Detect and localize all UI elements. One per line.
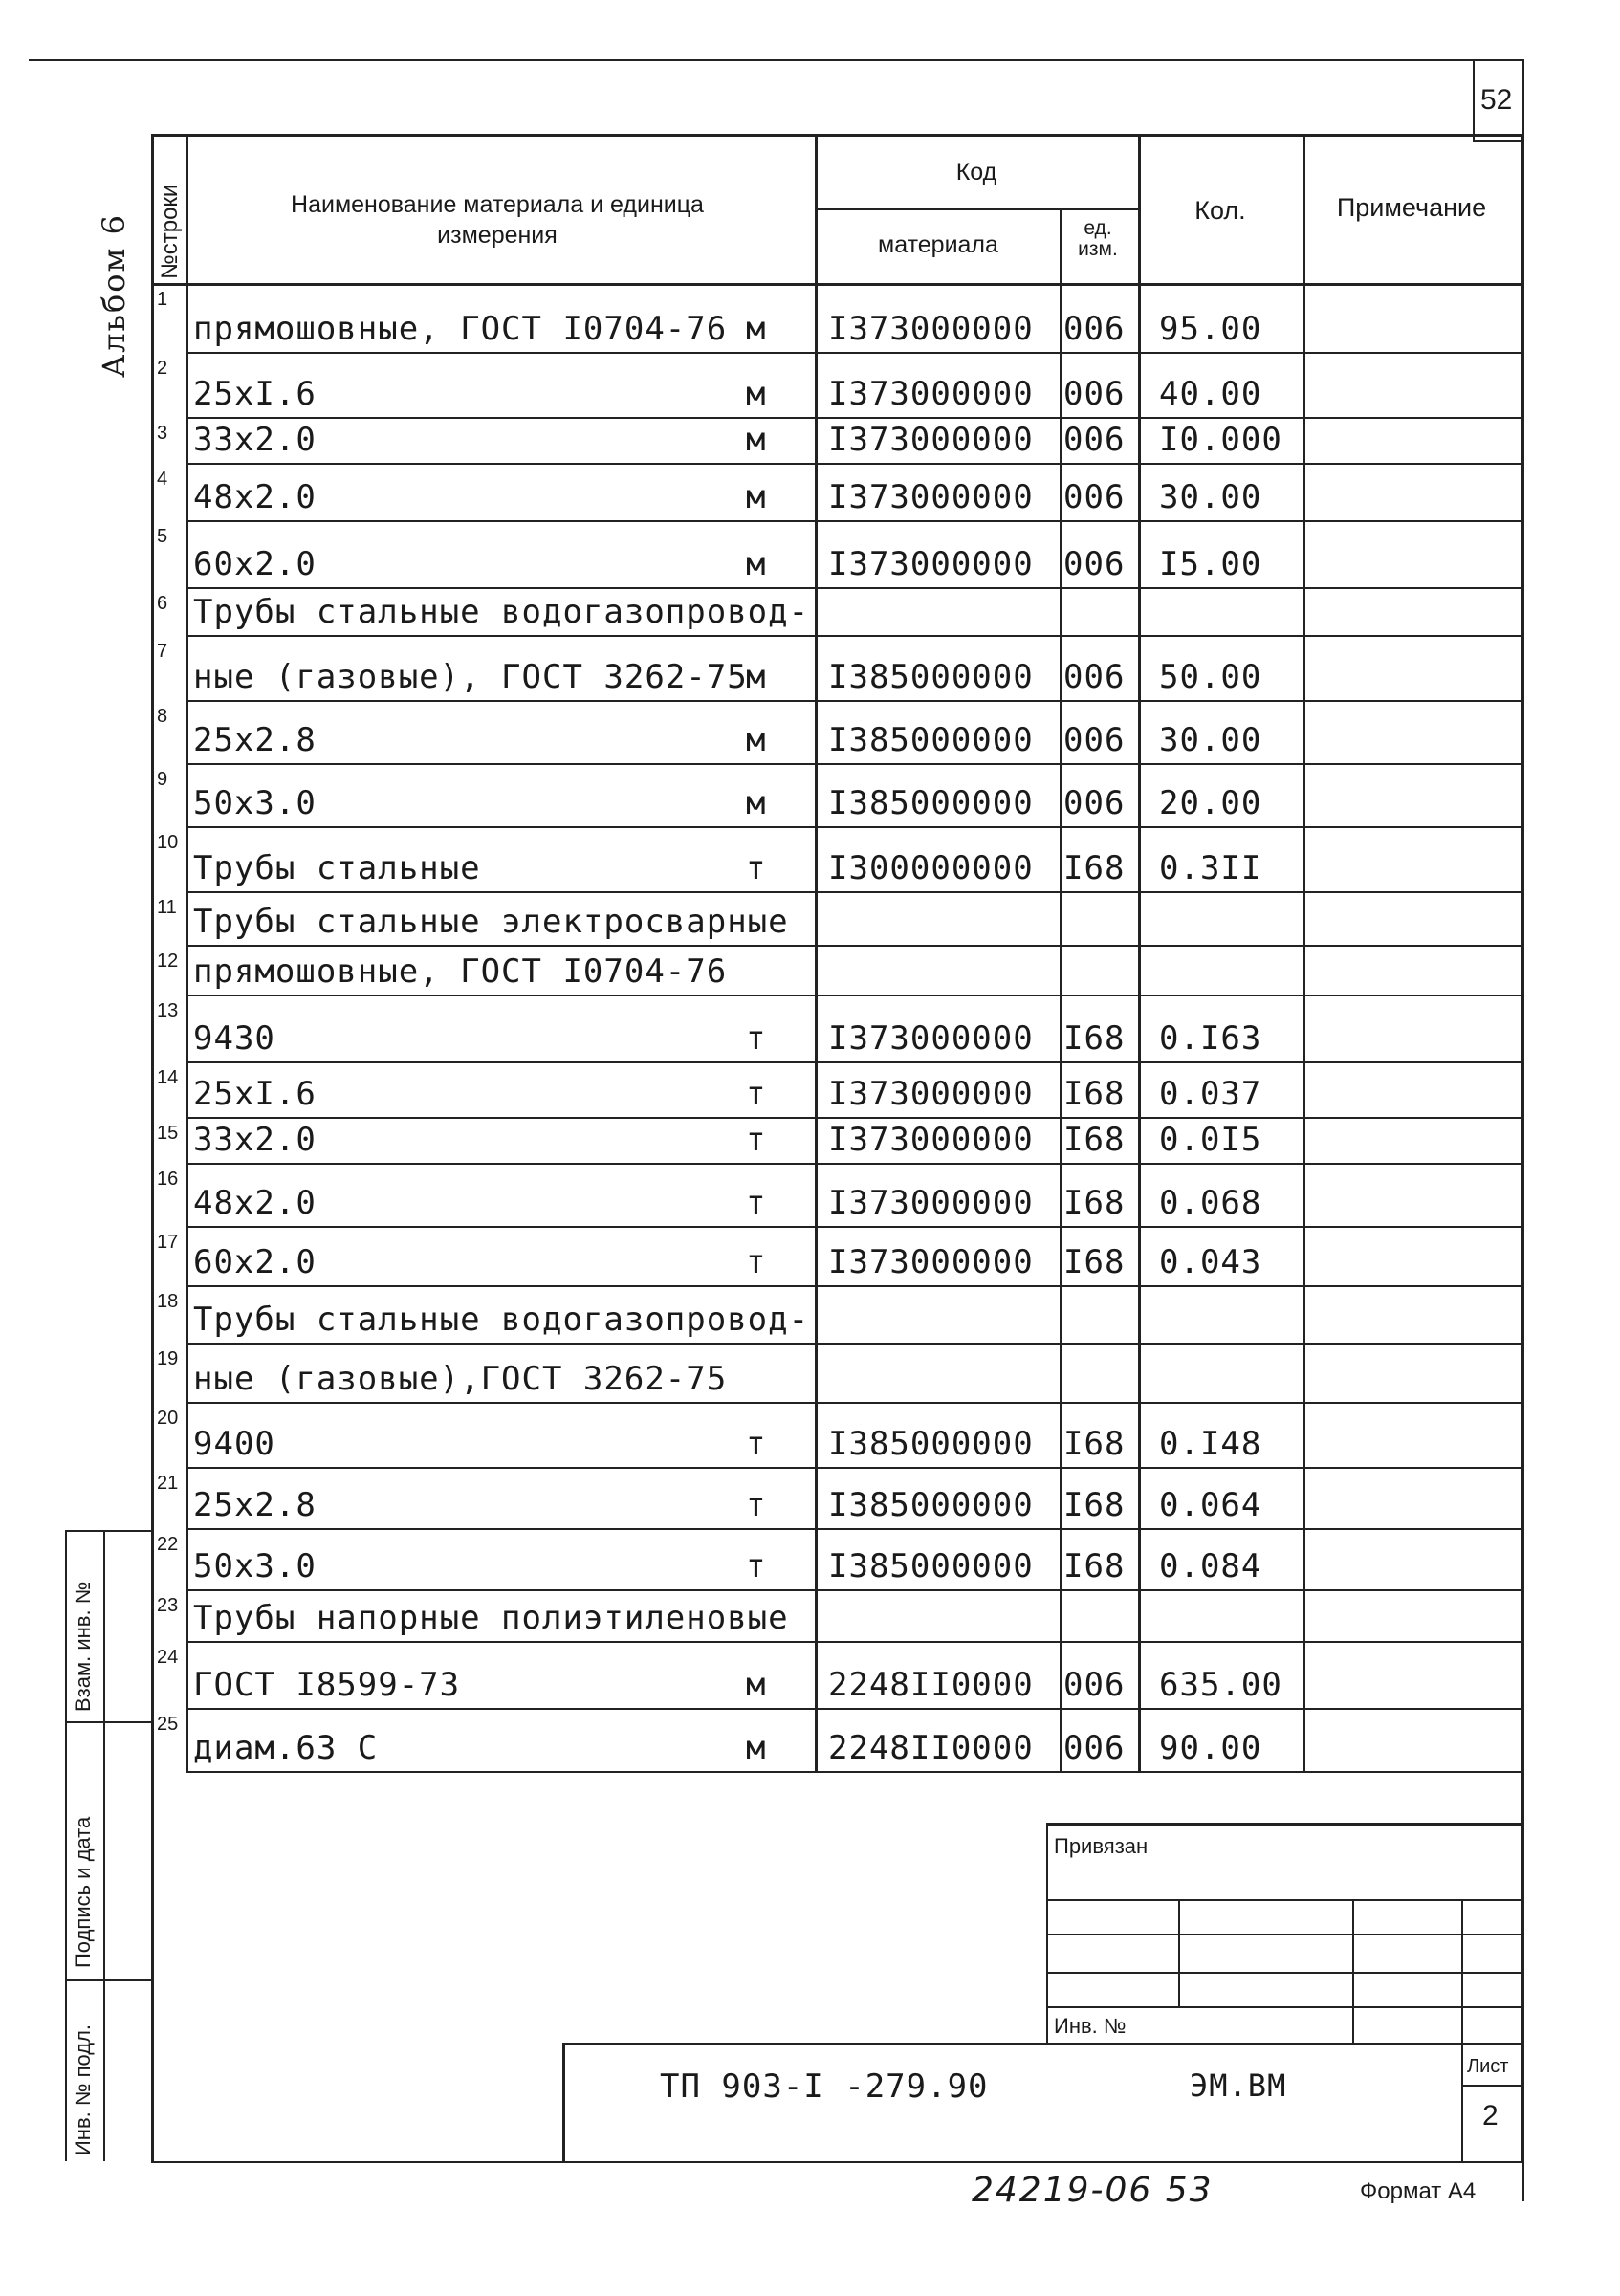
material-code: I373000000 (828, 1184, 1034, 1222)
material-code: I385000000 (828, 658, 1034, 696)
row-number: 13 (157, 1000, 179, 1021)
row-number: 12 (157, 951, 179, 972)
row-divider (186, 1641, 1521, 1643)
header-code-group: Код (955, 159, 997, 186)
material-name: ные (газовые), ГОСТ 3262-75 (193, 658, 748, 696)
material-name: диам.63 С (193, 1729, 379, 1767)
material-code: I373000000 (828, 310, 1034, 348)
row-number: 5 (157, 526, 168, 547)
row-divider (186, 417, 1521, 419)
material-name: Трубы напорные полиэтиленовые (193, 1599, 789, 1637)
row-divider (186, 1467, 1521, 1469)
header-note: Примечание (1336, 193, 1487, 222)
row-divider (186, 1285, 1521, 1287)
material-code: I385000000 (828, 1486, 1034, 1524)
stamp-podpis: Подпись и дата (71, 1816, 95, 1968)
material-name: 25x2.8 (193, 1486, 317, 1524)
stamp-top (65, 1530, 153, 1532)
material-name: ные (газовые),ГОСТ 3262-75 (193, 1360, 728, 1398)
doc-mark: ЭМ.ВМ (1190, 2067, 1287, 2104)
row-number: 20 (157, 1408, 179, 1429)
unit-code: 006 (1063, 545, 1126, 583)
row-number: 9 (157, 769, 168, 790)
row-number: 6 (157, 593, 168, 614)
quantity: I0.000 (1159, 421, 1282, 459)
row-divider (186, 1163, 1521, 1165)
unit-code: 006 (1063, 421, 1126, 459)
album-label: Альбом 6 (96, 213, 132, 378)
row-divider (186, 1117, 1521, 1119)
material-name: прямошовные, ГОСТ I0704-76 (193, 310, 728, 348)
row-divider (186, 1708, 1521, 1710)
material-name: Трубы стальные (193, 849, 481, 887)
row-divider (186, 826, 1521, 828)
header-name: Наименование материала и единица измерения (291, 191, 704, 249)
col-qty-right (1303, 134, 1305, 1771)
quantity: 0.068 (1159, 1184, 1262, 1222)
row-number: 16 (157, 1169, 179, 1190)
tb-col2 (1352, 1899, 1354, 2043)
quantity: 90.00 (1159, 1729, 1262, 1767)
unit: м (746, 721, 767, 759)
quantity: 0.3II (1159, 849, 1262, 887)
material-name: ГОСТ I8599-73 (193, 1666, 461, 1704)
header-qty: Кол. (1194, 196, 1246, 225)
quantity: 0.037 (1159, 1075, 1262, 1113)
header-code-unit: ед. изм. (1078, 217, 1118, 260)
material-code: I385000000 (828, 1425, 1034, 1463)
unit: т (746, 1547, 767, 1585)
material-name: 9430 (193, 1019, 275, 1058)
row-number: 23 (157, 1595, 179, 1616)
table-right (1521, 134, 1523, 2161)
title-block-left (1046, 1823, 1048, 2043)
material-name: 25xI.6 (193, 1075, 317, 1113)
unit-code: 006 (1063, 478, 1126, 516)
unit: м (746, 545, 767, 583)
material-code: I373000000 (828, 478, 1034, 516)
row-number: 25 (157, 1714, 179, 1735)
unit: м (746, 1666, 767, 1704)
col-code-right (1060, 208, 1062, 1771)
row-divider (186, 763, 1521, 765)
tb-row2 (1046, 1934, 1521, 1935)
tb-row4 (1046, 2006, 1521, 2008)
unit: м (746, 375, 767, 413)
unit: м (746, 310, 767, 348)
stamp-left-outer (65, 1530, 67, 2161)
row-number: 3 (157, 423, 168, 444)
unit: т (746, 1184, 767, 1222)
row-divider (186, 1528, 1521, 1530)
material-name: 50x3.0 (193, 784, 317, 822)
page-number: 52 (1480, 84, 1513, 116)
material-name: 50x3.0 (193, 1547, 317, 1585)
material-name: 60x2.0 (193, 1243, 317, 1281)
unit: т (746, 1075, 767, 1113)
quantity: 0.I48 (1159, 1425, 1262, 1463)
title-block-top (1046, 1823, 1521, 1826)
unit-code: I68 (1063, 1425, 1126, 1463)
material-code: 2248II0000 (828, 1729, 1034, 1767)
unit: м (746, 1729, 767, 1767)
code-group-divider (815, 208, 1138, 210)
quantity: 30.00 (1159, 721, 1262, 759)
unit-code: I68 (1063, 1243, 1126, 1281)
unit-code: 006 (1063, 1729, 1126, 1767)
row-divider (186, 587, 1521, 589)
quantity: 95.00 (1159, 310, 1262, 348)
material-name: 25xI.6 (193, 375, 317, 413)
material-code: I385000000 (828, 1547, 1034, 1585)
tb-row3 (1046, 1972, 1521, 1974)
row-number: 8 (157, 706, 168, 727)
quantity: 0.064 (1159, 1486, 1262, 1524)
stamp-left-inner (103, 1530, 105, 2161)
doc-code: ТП 903-I -279.90 (660, 2067, 989, 2106)
list-label: Лист (1467, 2056, 1509, 2077)
row-number: 18 (157, 1291, 179, 1312)
doc-box-top (562, 2043, 1521, 2045)
unit: т (746, 1425, 767, 1463)
material-name: 48x2.0 (193, 1184, 317, 1222)
quantity: 20.00 (1159, 784, 1262, 822)
list-value: 2 (1482, 2100, 1499, 2132)
unit-code: 006 (1063, 310, 1126, 348)
row-divider (186, 995, 1521, 996)
tb-row1 (1046, 1899, 1521, 1901)
inv-no-label: Инв. № (1054, 2014, 1127, 2038)
material-name: 48x2.0 (193, 478, 317, 516)
unit: м (746, 784, 767, 822)
unit-code: 006 (1063, 721, 1126, 759)
material-code: I385000000 (828, 784, 1034, 822)
unit-code: I68 (1063, 849, 1126, 887)
row-number: 17 (157, 1232, 179, 1253)
col-unit-right (1138, 134, 1141, 1771)
unit-code: I68 (1063, 1184, 1126, 1222)
row-divider (186, 700, 1521, 702)
row-number: 1 (157, 289, 168, 310)
material-code: I373000000 (828, 1075, 1034, 1113)
header-bottom (151, 283, 1522, 286)
header-row-num: №строки (157, 184, 183, 279)
row-number: 11 (157, 897, 177, 918)
unit: т (746, 1019, 767, 1058)
material-code: I300000000 (828, 849, 1034, 887)
tb-col3 (1461, 1899, 1463, 2161)
material-name: 33x2.0 (193, 421, 317, 459)
stamp-vzam: Взам. инв. № (71, 1581, 95, 1712)
row-number: 4 (157, 469, 168, 490)
row-number: 2 (157, 358, 168, 379)
row-divider (186, 635, 1521, 637)
material-name: 25x2.8 (193, 721, 317, 759)
material-name: 33x2.0 (193, 1121, 317, 1159)
material-name: прямошовные, ГОСТ I0704-76 (193, 952, 728, 991)
col-name-right (815, 134, 818, 1771)
quantity: 635.00 (1159, 1666, 1282, 1704)
stamp-div1 (65, 1721, 153, 1723)
material-code: I373000000 (828, 1019, 1034, 1058)
material-code: I373000000 (828, 375, 1034, 413)
doc-box-left (562, 2043, 565, 2161)
material-name: Трубы стальные водогазопровод- (193, 593, 810, 631)
row-divider (186, 1061, 1521, 1063)
quantity: 0.043 (1159, 1243, 1262, 1281)
row-number: 22 (157, 1534, 179, 1555)
quantity: 50.00 (1159, 658, 1262, 696)
row-divider (186, 1771, 1521, 1773)
table-bottom (151, 2161, 1522, 2163)
col-num-right (186, 134, 188, 1771)
row-divider (186, 1343, 1521, 1345)
stamp-div2 (65, 1979, 153, 1981)
unit: м (746, 478, 767, 516)
row-number: 14 (157, 1067, 179, 1088)
row-number: 7 (157, 641, 168, 662)
material-name: Трубы стальные электросварные (193, 903, 789, 941)
unit: м (746, 658, 767, 696)
row-divider (186, 352, 1521, 354)
stamp-inv-podl: Инв. № подл. (71, 2023, 95, 2155)
material-code: 2248II0000 (828, 1666, 1034, 1704)
material-name: 9400 (193, 1425, 275, 1463)
quantity: 0.084 (1159, 1547, 1262, 1585)
unit-code: I68 (1063, 1547, 1126, 1585)
unit-code: I68 (1063, 1019, 1126, 1058)
tb-col1 (1178, 1899, 1180, 2006)
quantity: 40.00 (1159, 375, 1262, 413)
unit-code: 006 (1063, 1666, 1126, 1704)
material-name: Трубы стальные водогазопровод- (193, 1301, 810, 1339)
table-top (153, 134, 1522, 137)
quantity: 0.0I5 (1159, 1121, 1262, 1159)
handwritten-inventory: 24219-06 53 (972, 2171, 1214, 2210)
unit: т (746, 1486, 767, 1524)
page-number-box-bottom (1473, 140, 1522, 142)
privyazan-label: Привязан (1054, 1834, 1149, 1858)
row-divider (186, 1226, 1521, 1228)
header-code-material: материала (878, 231, 998, 258)
unit-code: I68 (1063, 1121, 1126, 1159)
unit-code: 006 (1063, 375, 1126, 413)
row-divider (186, 1402, 1521, 1404)
unit: м (746, 421, 767, 459)
unit-code: 006 (1063, 658, 1126, 696)
format-label: Формат А4 (1360, 2178, 1477, 2204)
material-code: I373000000 (828, 421, 1034, 459)
unit: т (746, 1243, 767, 1281)
quantity: I5.00 (1159, 545, 1262, 583)
material-code: I373000000 (828, 1121, 1034, 1159)
row-number: 15 (157, 1123, 179, 1144)
top-border (29, 59, 1523, 61)
list-divider (1461, 2085, 1521, 2087)
unit-code: I68 (1063, 1075, 1126, 1113)
unit-code: I68 (1063, 1486, 1126, 1524)
row-divider (186, 1589, 1521, 1591)
row-number: 24 (157, 1647, 179, 1668)
table-left (151, 134, 154, 2161)
row-divider (186, 520, 1521, 522)
material-code: I373000000 (828, 1243, 1034, 1281)
frame-right-inner (1473, 59, 1475, 141)
unit-code: 006 (1063, 784, 1126, 822)
row-divider (186, 891, 1521, 893)
row-divider (186, 463, 1521, 465)
material-name: 60x2.0 (193, 545, 317, 583)
row-number: 21 (157, 1473, 179, 1494)
row-number: 10 (157, 832, 179, 853)
row-number: 19 (157, 1348, 179, 1369)
quantity: 30.00 (1159, 478, 1262, 516)
quantity: 0.I63 (1159, 1019, 1262, 1058)
material-code: I385000000 (828, 721, 1034, 759)
unit: т (746, 1121, 767, 1159)
material-code: I373000000 (828, 545, 1034, 583)
unit: т (746, 849, 767, 887)
row-divider (186, 945, 1521, 947)
